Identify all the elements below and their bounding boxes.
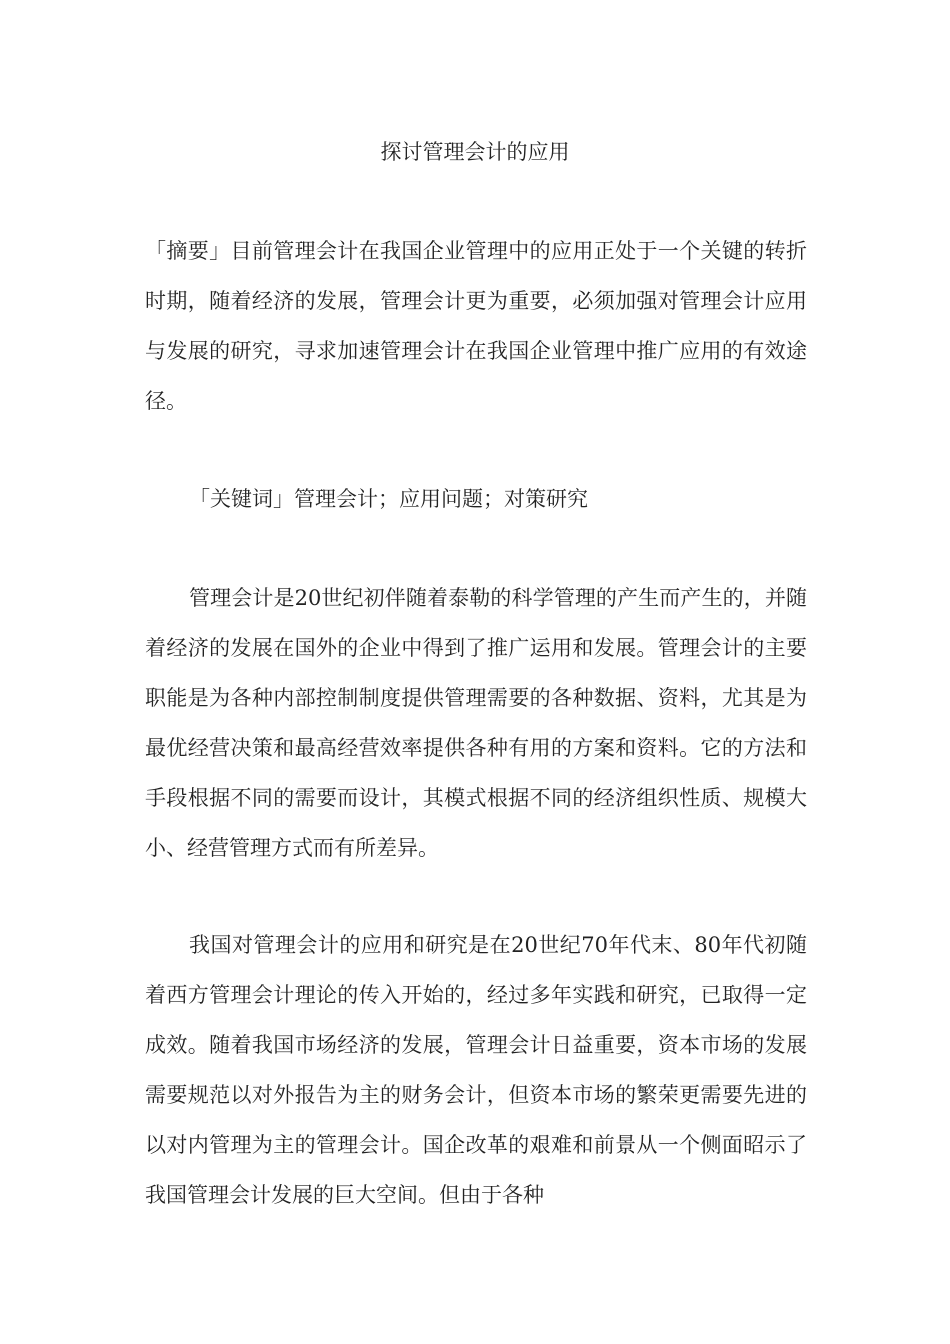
document-title: 探讨管理会计的应用 — [380, 140, 570, 164]
keywords-paragraph: 「关键词」管理会计；应用问题；对策研究 — [189, 487, 588, 511]
body-paragraph-2: 我国对管理会计的应用和研究是在20世纪70年代末、80年代初随着西方管理会计理论的传入开始的，经过多年实践和研究，已取得一定成效。随着我国市场经济的发展，管理会计日益重要，资本市场的发展需要规范以对外报告为主的财务会计，但资本市场的繁荣更需要先进的以对内管理为主的管理会计。国企改革的艰难和前景从一个侧面昭示了我国管理会计发展的巨大空间。但由于各种 — [145, 933, 807, 1207]
abstract-paragraph: 「摘要」目前管理会计在我国企业管理中的应用正处于一个关键的转折时期，随着经济的发展，管理会计更为重要，必须加强对管理会计应用与发展的研究，寻求加速管理会计在我国企业管理中推广应用的有效途径。 — [145, 239, 807, 413]
body-paragraph-1: 管理会计是20世纪初伴随着泰勒的科学管理的产生而产生的，并随着经济的发展在国外的企业中得到了推广运用和发展。管理会计的主要职能是为各种内部控制制度提供管理需要的各种数据、资料，尤其是为最优经营决策和最高经营效率提供各种有用的方案和资料。它的方法和手段根据不同的需要而设计，其模式根据不同的经济组织性质、规模大小、经营管理方式而有所差异。 — [145, 586, 807, 860]
